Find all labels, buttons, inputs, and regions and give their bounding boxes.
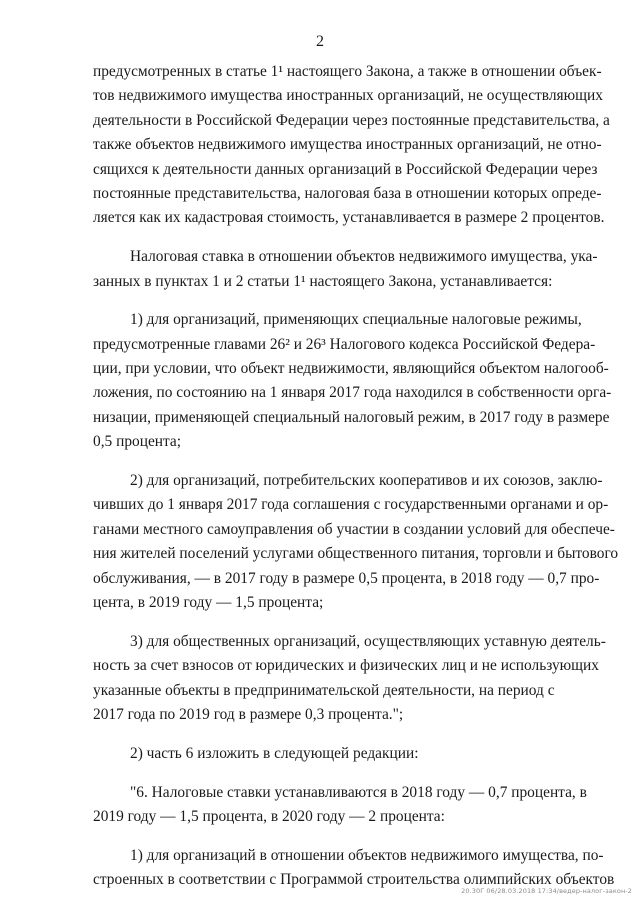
text-line: обслуживания, — в 2017 году в размере 0,5 процента, в 2018 году — 0,7 про- xyxy=(93,569,600,587)
text-line: низации, применяющей специальный налоговый режим, в 2017 году в размере xyxy=(93,408,610,426)
text-line: "6. Налоговые ставки устанавливаются в 2018 году — 0,7 процента, в xyxy=(130,783,587,801)
text-line: ность за счет взносов от юридических и физических лиц и не использующих xyxy=(93,657,599,675)
paragraph-item-1 xyxy=(93,308,612,454)
paragraph-item-2 xyxy=(93,469,619,615)
text-line: ложения, по состоянию на 1 января 2017 года находился в собственности орга- xyxy=(93,384,612,402)
paragraph-part-6-intro xyxy=(93,742,548,766)
text-line: 2017 года по 2019 год в размере 0,3 процента."; xyxy=(93,705,404,723)
text-line: Налоговая ставка в отношении объектов недвижимого имущества, ука- xyxy=(130,248,598,266)
page-number: 2 xyxy=(316,33,324,50)
text-line: строенных в соответствии с Программой строительства олимпийских объектов xyxy=(93,871,615,889)
text-line: 2019 году — 1,5 процента, в 2020 году — 2 процента: xyxy=(93,807,445,825)
text-line: ганами местного самоуправления об участии в создании условий для обеспече- xyxy=(93,520,615,538)
text-line: 3) для общественных организаций, осуществляющих уставную деятель- xyxy=(130,632,606,650)
text-line: предусмотренных в статье 1¹ настоящего Закона, а также в отношении объек- xyxy=(93,63,602,80)
text-line: 2) часть 6 изложить в следующей редакции: xyxy=(130,744,419,762)
paragraph-continuation xyxy=(93,60,610,231)
text-line: ляется как их кадастровая стоимость, устанавливается в размере 2 процентов. xyxy=(93,209,605,227)
paragraph-part-6-text xyxy=(93,781,587,830)
paragraph-tax-rate-intro xyxy=(93,245,598,294)
text-line: предусмотренные главами 26² и 26³ Налогового кодекса Российской Федера- xyxy=(93,335,596,353)
text-line: занных в пунктах 1 и 2 статьи 1¹ настоящего Закона, устанавливается: xyxy=(93,272,553,290)
text-line: чивших до 1 января 2017 года соглашения с государственными органами и ор- xyxy=(93,496,609,514)
document-footer-code: 20.30Г 06/28.03.2018 17:34/ведер-налог-закон-2 xyxy=(461,887,632,895)
text-line: 0,5 процента; xyxy=(93,433,182,451)
text-line: также объектов недвижимого имущества иностранных организаций, не отно- xyxy=(93,136,602,154)
text-line: цента, в 2019 году — 1,5 процента; xyxy=(93,593,324,611)
text-line: постоянные представительства, налоговая база в отношении которых опреде- xyxy=(93,184,602,202)
text-line: 1) для организаций, применяющих специальные налоговые режимы, xyxy=(130,311,582,329)
text-line: деятельности в Российской Федерации через постоянные представительства, а xyxy=(93,111,610,129)
text-line: 1) для организаций в отношении объектов недвижимого имущества, по- xyxy=(130,846,604,864)
text-line: сящихся к деятельности данных организаций в Российской Федерации через xyxy=(93,160,598,178)
text-line: указанные объекты в предпринимательской деятельности, на период с xyxy=(93,681,555,699)
text-line: ния жителей поселений услугами общественного питания, торговли и бытового xyxy=(93,545,619,563)
text-line: 2) для организаций, потребительских кооперативов и их союзов, заклю- xyxy=(130,472,603,490)
paragraph-item-3 xyxy=(93,630,606,728)
text-line: ции, при условии, что объект недвижимости, являющийся объектом налогооб- xyxy=(93,360,609,378)
text-line: тов недвижимого имущества иностранных организаций, не осуществляющих xyxy=(93,87,603,105)
